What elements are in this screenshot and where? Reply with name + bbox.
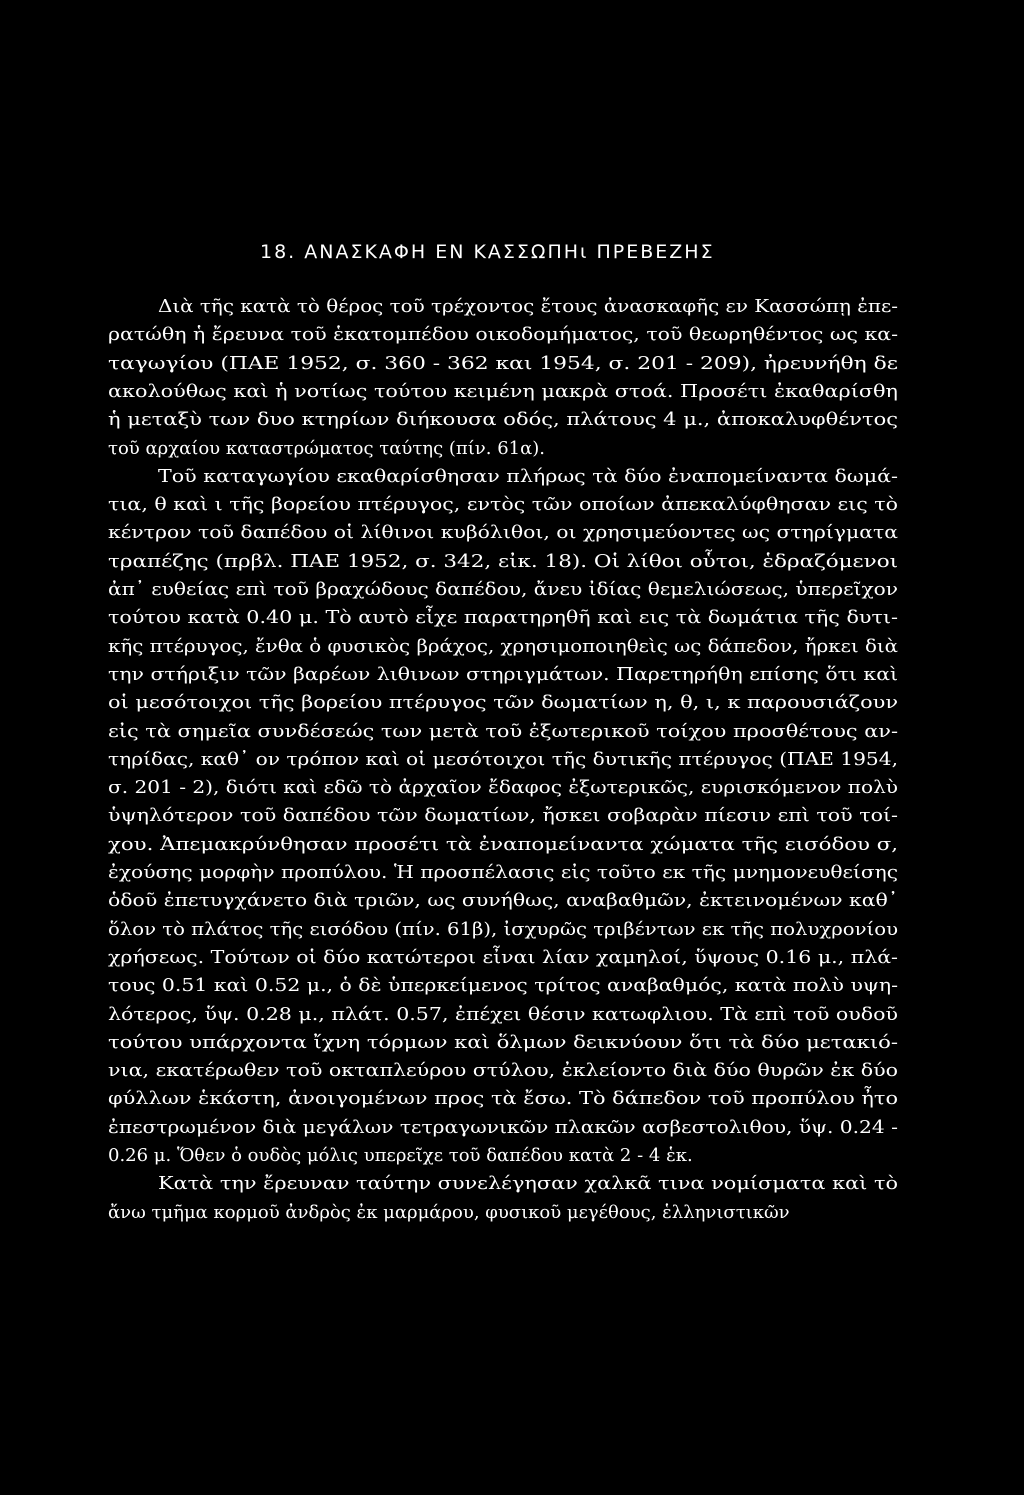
text-line: τοῦ αρχαίου καταστρώματος ταύτης (πίν. 61α). [108,437,545,459]
text-line: τούτου υπάρχοντα ἴχνη τόρμων καὶ ὅλμων δεικνύουν ὅτι τὰ δύο μετακιό- [108,1031,899,1053]
text-line: κῆς πτέρυγος, ἔνθα ὁ φυσικὸς βράχος, χρησιμοποιηθεὶς ως δάπεδον, ἤρκει διὰ [108,635,899,657]
text-line: χρήσεως. Τούτων οἱ δύο κατώτεροι εἶναι λίαν χαμηλοί, ὕψους 0.16 μ., πλά- [108,946,898,968]
text-line: τους 0.51 καὶ 0.52 μ., ὁ δὲ ὑπερκείμενος τρίτος αναβαθμός, κατὰ πολὺ υψη- [108,975,898,997]
text-line: ἄνω τμῆμα κορμοῦ ἀνδρὸς ἐκ μαρμάρου, φυσικοῦ μεγέθους, ἑλληνιστικῶν [108,1201,790,1223]
section-heading: 18. ΑΝΑΣΚΑΦΗ ΕΝ ΚΑΣΣΩΠΗι ΠΡΕΒΕΖΗΣ [260,241,715,263]
text-line: νια, εκατέρωθεν τοῦ οκταπλεύρου στύλου, ἐκλείοντο διὰ δύο θυρῶν ἐκ δύο [108,1060,899,1082]
text-line: λότερος, ὕψ. 0.28 μ., πλάτ. 0.57, ἐπέχει θέσιν κατωφλιου. Τὰ επὶ τοῦ ουδοῦ [108,1003,899,1025]
text-line: σ. 201 - 2), διότι καὶ εδῶ τὸ ἀρχαῖον ἔδαφος ἐξωτερικῶς, ευρισκόμενον πολὺ [108,777,899,799]
text-line: ὅλον τὸ πλάτος τῆς εισόδου (πίν. 61β), ἰσχυρῶς τριβέντων εκ τῆς πολυχρονίου [108,918,899,940]
text-line: ἀπ᾽ ευθείας επὶ τοῦ βραχώδους δαπέδου, ἄνευ ἰδίας θεμελιώσεως, ὑπερεῖχον [108,579,898,600]
text-line: τηρίδας, καθ᾽ ον τρόπον καὶ οἱ μεσότοιχοι τῆς δυτικῆς πτέρυγος (ΠΑΕ 1954, [108,748,898,770]
text-line: κέντρον τοῦ δαπέδου οἱ λίθινοι κυβόλιθοι, οι χρησιμεύοντες ως στηρίγματα [108,522,898,544]
text-line: ὑψηλότερον τοῦ δαπέδου τῶν δωματίων, ἤσκει σοβαρὰν πίεσιν επὶ τοῦ τοί- [108,805,898,827]
text-line: φύλλων ἑκάστη, ἀνοιγομένων προς τὰ ἔσω. Τὸ δάπεδον τοῦ προπύλου ἦτο [108,1088,899,1110]
text-line: ἡ μεταξὺ των δυο κτηρίων διήκουσα οδός, πλάτους 4 μ., ἀποκαλυφθέντος [108,409,898,431]
text-line: οἱ μεσότοιχοι τῆς βορείου πτέρυγος τῶν δωματίων η, θ, ι, κ παρουσιάζουν [108,692,899,714]
text-line: χου. Ἀπεμακρύνθησαν προσέτι τὰ ἐναπομείναντα χώματα τῆς εισόδου σ, [108,833,898,855]
text-line: ἐπεστρωμένον διὰ μεγάλων τετραγωνικῶν πλακῶν ασβεστολιθου, ὕψ. 0.24 - [108,1116,898,1138]
text-line: τούτου κατὰ 0.40 μ. Τὸ αυτὸ εἶχε παρατηρηθῆ καὶ εις τὰ δωμάτια τῆς δυτι- [108,607,898,629]
text-line: ἐχούσης μορφὴν προπύλου. Ἡ προσπέλασις εἰς τοῦτο εκ τῆς μνημονευθείσης [108,862,899,883]
text-line: 0.26 μ. Ὅθεν ὁ ουδὸς μόλις υπερεῖχε τοῦ δαπέδου κατὰ 2 - 4 ἑκ. [108,1145,693,1166]
text-line: Κατὰ την ἔρευναν ταύτην συνελέγησαν χαλκᾶ τινα νομίσματα καὶ τὸ [158,1173,899,1195]
text-line: εἰς τὰ σημεῖα συνδέσεώς των μετὰ τοῦ ἐξωτερικοῦ τοίχου προσθέτους αν- [108,720,899,742]
text-line: την στήριξιν τῶν βαρέων λιθινων στηριγμάτων. Παρετηρήθη επίσης ὅτι καὶ [108,663,899,685]
text-line: ταγωγίου (ΠΑΕ 1952, σ. 360 - 362 και 1954, σ. 201 - 209), ἠρευνήθη δε [108,352,899,374]
text-line: τραπέζης (πρβλ. ΠΑΕ 1952, σ. 342, εἰκ. 18). Οἱ λίθοι οὗτοι, ἑδραζόμενοι [108,550,899,572]
text-line: ακολούθως καὶ ἡ νοτίως τούτου κειμένη μακρὰ στοά. Προσέτι ἐκαθαρίσθη [108,380,898,402]
text-line: ρατώθη ἡ ἔρευνα τοῦ ἑκατομπέδου οικοδομήματος, τοῦ θεωρηθέντος ως κα- [108,324,899,346]
text-line: τια, θ καὶ ι τῆς βορείου πτέρυγος, εντὸς τῶν οποίων ἀπεκαλύφθησαν εις τὸ [108,494,899,516]
text-line: Διὰ τῆς κατὰ τὸ θέρος τοῦ τρέχοντος ἔτους ἀνασκαφῆς εν Κασσώπῃ ἐπε- [158,296,899,317]
text-line: Τοῦ καταγωγίου εκαθαρίσθησαν πλήρως τὰ δύο ἐναπομείναντα δωμά- [158,465,899,487]
text-line: ὁδοῦ ἐπετυγχάνετο διὰ τριῶν, ως συνήθως, αναβαθμῶν, ἐκτεινομένων καθ᾽ [108,890,899,912]
